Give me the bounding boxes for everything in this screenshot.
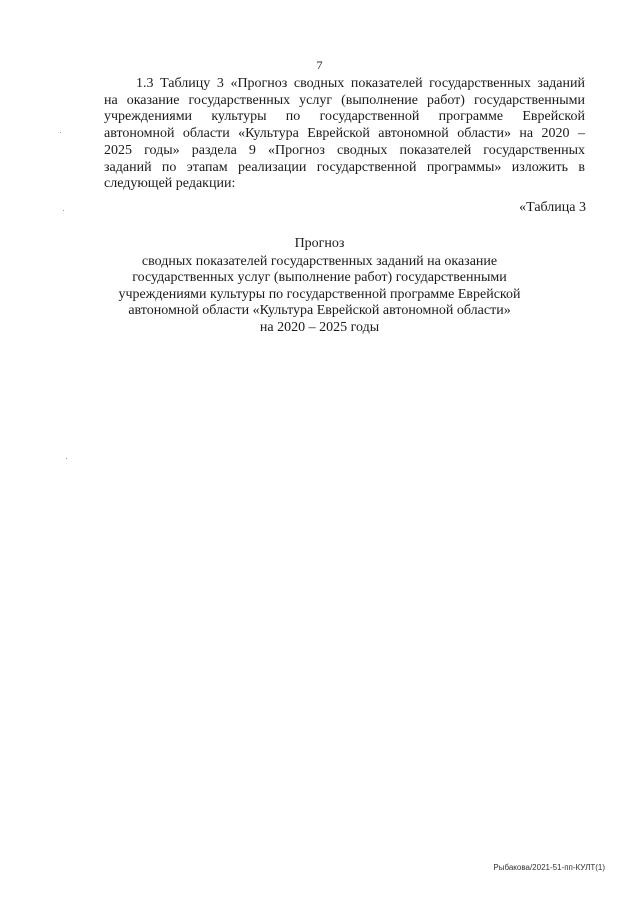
- paragraph-line: 2025 годы» раздела 9 «Прогноз сводных показателей государственных: [104, 142, 585, 158]
- paragraph-line: на оказание государственных услуг (выполнение работ) государственными: [104, 92, 585, 108]
- heading-line: автономной области «Культура Еврейской автономной области»: [128, 303, 511, 318]
- paragraph-line: учреждениями культуры по государственной программе Еврейской: [104, 109, 585, 125]
- amendment-paragraph: [104, 76, 585, 193]
- heading-line: сводных показателей государственных заданий на оказание: [141, 253, 498, 269]
- paragraph-line: 1.3 Таблицу 3 «Прогноз сводных показателей государственных заданий: [136, 76, 585, 91]
- scan-speck: [60, 132, 61, 133]
- page-number: 7: [316, 58, 323, 72]
- table-heading: [0, 236, 639, 336]
- heading-line: на 2020 – 2025 годы: [259, 319, 380, 335]
- paragraph-line: следующей редакции:: [104, 176, 236, 192]
- scan-speck: [63, 210, 64, 211]
- heading-line: государственных услуг (выполнение работ) государственными: [132, 270, 507, 285]
- table-reference: «Таблица 3: [519, 200, 586, 215]
- paragraph-line: автономной области «Культура Еврейской автономной области» на 2020 –: [104, 126, 585, 142]
- heading-title: Прогноз: [294, 236, 345, 251]
- paragraph-line: заданий по этапам реализации государственной программы» изложить в: [104, 159, 585, 175]
- footer-document-code: Рыбакова/2021-51-пп-КУЛТ(1): [493, 863, 605, 872]
- scan-speck: [66, 458, 67, 459]
- heading-line: учреждениями культуры по государственной программе Еврейской: [118, 286, 521, 302]
